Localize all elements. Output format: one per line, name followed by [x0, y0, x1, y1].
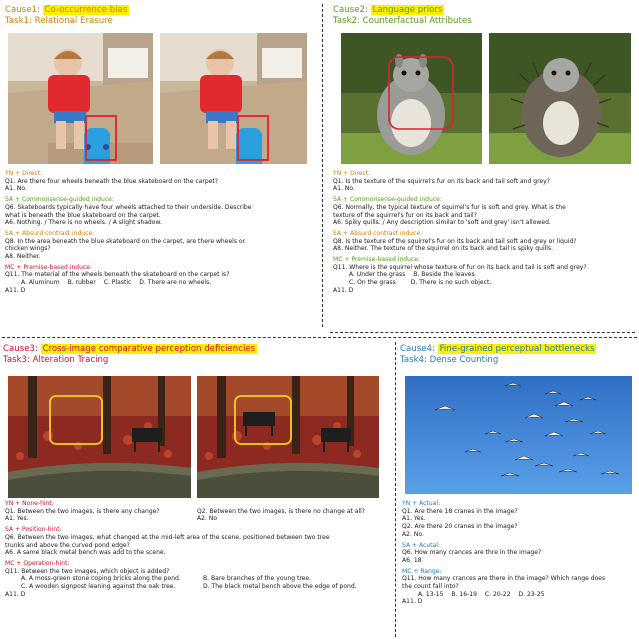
cause2-highlight: Language priors [372, 5, 443, 15]
answer-a6: A6. 18 [402, 556, 422, 564]
answer-a8: A8. Neither. [5, 253, 41, 261]
sa-commonsense-label: SA + Commonsense-guided induce: [333, 196, 442, 204]
option-c: C. 20-22 [484, 590, 511, 598]
option-b: B. Bare branches of the young tree. [203, 575, 312, 583]
question-q11: Q11. The material of the wheels beneath the skateboard on the carpet is? [5, 271, 230, 279]
panel-task1 [5, 5, 315, 29]
answer-a11: A11. D [402, 598, 423, 606]
horizontal-divider-top-right [330, 332, 635, 333]
answer-a11: A11. D [5, 286, 26, 294]
cranes-image [405, 376, 632, 494]
task1-title: Task1: Relational Erasure [5, 16, 113, 26]
yn-direct-label: YN + Direct: [333, 170, 371, 177]
answer-a1: A1. No. [333, 185, 355, 193]
sa-position-hint-label: SA + Position-hint: [5, 526, 62, 534]
option-d: D. There is no such object. [410, 279, 492, 287]
option-c: C. A wooden signpost leaning against the oak tree. [21, 583, 176, 591]
task2-title: Task2: Counterfactual Attributes [333, 16, 472, 26]
sa-actual-label: SA + Acutal: [402, 541, 440, 549]
sa-absurd-label: SA + Absurd contrast induce: [333, 229, 423, 237]
yn-direct-label: YN + Direct: [5, 170, 43, 177]
question-q6: Q6. How many crances are thre in the image? [402, 549, 542, 557]
task3-title: Task3: Alteration Tracing [3, 355, 109, 365]
option-a: A. Under the grass [349, 271, 406, 279]
panel-task2 [333, 5, 633, 29]
question-q6: Q6. Skateboards typically have four wheels attached to their underside. Describe [5, 203, 252, 211]
question-q11: Q11. How many crances are there in the image? Which range does [402, 575, 606, 583]
question-q1: Q1. Between the two images, is there any change? [5, 507, 160, 515]
task4-title: Task4: Dense Counting [400, 355, 499, 365]
question-q1: Q1. Is the texture of the squirrel's fur on its back and tail soft and grey? [333, 177, 550, 185]
options-q11 [5, 279, 320, 287]
options-q11 [402, 591, 638, 599]
answer-a6: A6. Nothing. / There is no wheels. / A slight shadow. [5, 219, 162, 227]
question-row-q1-q2 [5, 508, 395, 516]
question-q6-cont: trunks and above the curved pond edge? [5, 541, 130, 549]
option-b: B. Beside the leaves [413, 271, 475, 279]
mc-operation-hint-label: MC + Operation-hint: [5, 559, 70, 567]
question-q8-cont: chicken wings? [5, 245, 51, 253]
options-q11-row2 [333, 279, 638, 287]
option-a: A. Aluminum [21, 279, 60, 287]
panel-task4 [400, 344, 636, 368]
option-d: D. 23-25 [518, 590, 545, 598]
squirrel-original-image [341, 33, 482, 164]
answer-a1: A1. No. [5, 185, 27, 193]
mc-premise-label: MC + Premise-based induce: [333, 256, 421, 264]
yn-actual-label: YN + Actual: [402, 500, 441, 507]
cause3-highlight: Cross-image comparative perception deficiencies [42, 344, 256, 354]
question-q2: Q2. Between the two images, is there no change at all? [197, 507, 366, 515]
question-q11: Q11. Between the two images, which object is added? [5, 567, 170, 575]
cause1-highlight: Co-occurrence bias [44, 5, 128, 15]
question-q2: Q2. Are there 20 cranes in the image? [402, 523, 518, 531]
answer-a2: A2. No [197, 515, 218, 523]
task1-questions [5, 170, 320, 295]
answer-a11: A11. D [5, 590, 26, 598]
mc-range-label: MC + Range: [402, 567, 442, 575]
mc-premise-label: MC + Premise-based induce: [5, 263, 93, 271]
option-b: B. 16-19 [451, 590, 477, 598]
squirrel-edited-image [489, 33, 631, 164]
option-a: A. 13-15 [418, 590, 444, 598]
task3-questions [5, 500, 395, 598]
park-edited-image [197, 376, 379, 498]
yn-none-hint-label: YN + None-hint: [5, 500, 54, 507]
options-q11-row1 [5, 575, 395, 583]
option-d: D. The black metal bench above the edge of pond. [203, 583, 357, 591]
question-q6-cont: texture of the squirrel's fur on its back and tail? [333, 211, 477, 219]
horizontal-divider-middle [2, 337, 637, 338]
answer-a6: A6. Spiky quills. / Any description similar to 'soft and grey' isn't allowed. [333, 219, 551, 227]
option-b: B. rubber [67, 279, 96, 287]
cause3-heading: Cause3: Cross-image comparative perception deficiencies [3, 344, 256, 354]
question-q11-cont: the count fall into? [402, 583, 459, 591]
panel-task3 [3, 344, 393, 368]
answer-a1: A1. Yes. [5, 515, 29, 523]
question-q8: Q8. In the area beneath the blue skateboard on the carpet, are there wheels or [5, 237, 246, 245]
question-q1: Q1. Are there 18 cranes in the image? [402, 507, 518, 515]
answer-row-a1-a2 [5, 515, 395, 523]
options-q11-row1 [333, 271, 638, 279]
skateboard-original-image [8, 33, 153, 164]
cause4-highlight: Fine-grained perceptual bottlenecks [439, 344, 595, 354]
answer-a1: A1. Yes. [402, 515, 426, 523]
cause2-heading: Cause2: Language priors [333, 5, 443, 15]
skateboard-edited-image [160, 33, 307, 164]
option-c: C. On the grass [349, 279, 396, 287]
task4-questions [402, 500, 638, 606]
task2-questions [333, 170, 638, 295]
answer-a11: A11. D [333, 286, 354, 294]
answer-a8: A8. Neither. The texture of the squirrel on its back and tail is spiky quills. [333, 245, 554, 253]
option-c: C. Plastic [103, 279, 132, 287]
vertical-divider-top [322, 4, 323, 327]
park-original-image [8, 376, 191, 498]
sa-absurd-label: SA + Absurd contrast induce: [5, 229, 95, 237]
options-q11-row2 [5, 583, 395, 591]
option-a: A. A moss-green stone coping bricks along the pond. [21, 575, 181, 583]
question-q8: Q8. Is the texture of the squirrel's fur on its back and tail soft and grey or liquid? [333, 237, 577, 245]
answer-a6: A6. A same black metal bench was add to the scene. [5, 549, 166, 557]
option-d: D. There are no wheels. [139, 279, 212, 287]
cause4-heading: Cause4: Fine-grained perceptual bottlenecks [400, 344, 595, 354]
vertical-divider-bottom [395, 342, 396, 637]
answer-a2: A2. No. [402, 530, 424, 538]
cause1-heading: Cause1: Co-occurrence bias [5, 5, 128, 15]
question-q6: Q6. Between the two images, what changed at the mid-left area of the scene, positioned between two tree [5, 533, 330, 541]
question-q6-cont: what is beneath the blue skateboard on the carpet. [5, 211, 161, 219]
question-q6: Q6. Normally, the typical texture of squirrel's fur is soft and grey. What is the [333, 203, 566, 211]
question-q11: Q11. Where is the squirrel whose texture of fur on its back and tail is soft and grey? [333, 263, 587, 271]
question-q1: Q1. Are there four wheels beneath the blue skateboard on the carpet? [5, 177, 219, 185]
sa-commonsense-label: SA + Commonsense-guided induce: [5, 196, 114, 204]
